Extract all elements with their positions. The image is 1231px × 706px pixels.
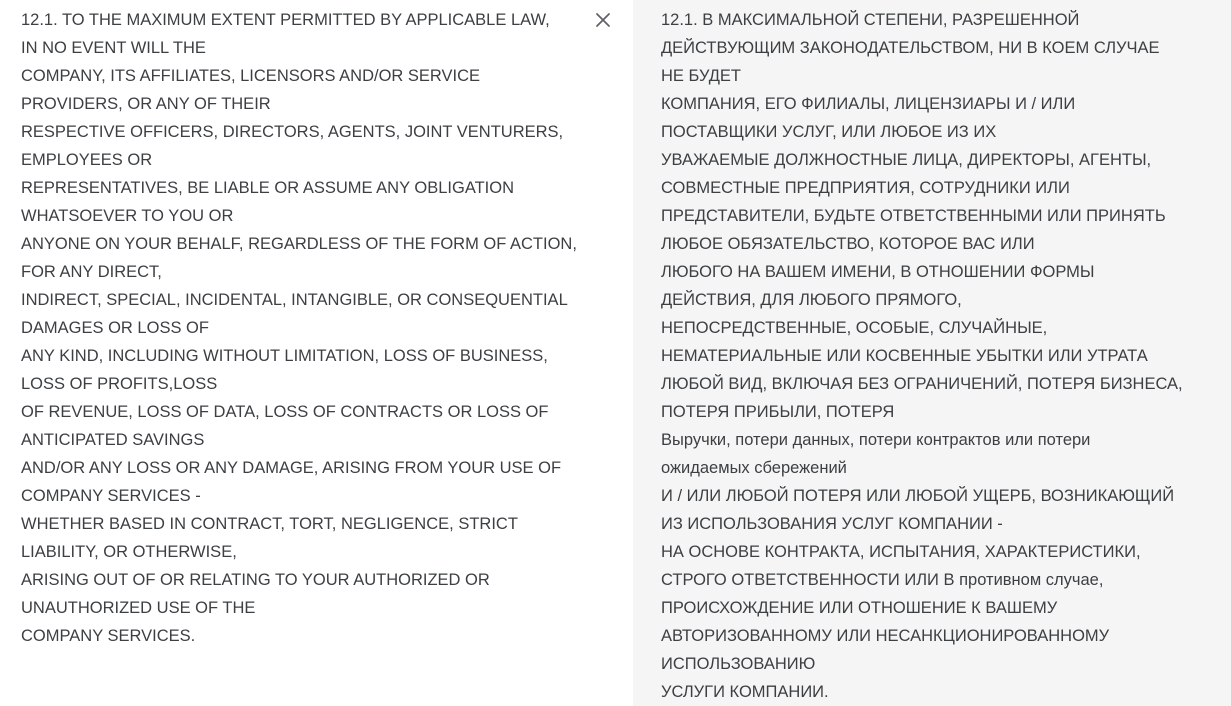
source-line: 12.1. TO THE MAXIMUM EXTENT PERMITTED BY APPLICABLE LAW, — [21, 11, 550, 29]
source-line: UNAUTHORIZED USE OF THE — [21, 599, 256, 617]
translation-line: НА ОСНОВЕ КОНТРАКТА, ИСПЫТАНИЯ, ХАРАКТЕРИСТИКИ, — [661, 543, 1141, 561]
source-line: ANTICIPATED SAVINGS — [21, 431, 205, 449]
source-line: COMPANY SERVICES - — [21, 487, 201, 505]
translation-line: ПОТЕРЯ ПРИБЫЛИ, ПОТЕРЯ — [661, 403, 895, 421]
translation-line: ЛЮБОГО НА ВАШЕМ ИМЕНИ, В ОТНОШЕНИИ ФОРМЫ — [661, 263, 1095, 281]
translation-line: ПОСТАВЩИКИ УСЛУГ, ИЛИ ЛЮБОЕ ИЗ ИХ — [661, 123, 997, 141]
translation-line: УСЛУГИ КОМПАНИИ. — [661, 683, 829, 701]
source-line: EMPLOYEES OR — [21, 151, 153, 169]
translation-line: АВТОРИЗОВАННОМУ ИЛИ НЕСАНКЦИОНИРОВАННОМУ — [661, 627, 1110, 645]
translation-line: НЕПОСРЕДСТВЕННЫЕ, ОСОБЫЕ, СЛУЧАЙНЫЕ, — [661, 319, 1048, 337]
source-line: ARISING OUT OF OR RELATING TO YOUR AUTHORIZED OR — [21, 571, 490, 589]
source-line: ANY KIND, INCLUDING WITHOUT LIMITATION, LOSS OF BUSINESS, — [21, 347, 548, 365]
source-line: LIABILITY, OR OTHERWISE, — [21, 543, 237, 561]
source-line: COMPANY SERVICES. — [21, 627, 196, 645]
source-line: WHETHER BASED IN CONTRACT, TORT, NEGLIGENCE, STRICT — [21, 515, 518, 533]
source-line: PROVIDERS, OR ANY OF THEIR — [21, 95, 271, 113]
translation-line: ПРОИСХОЖДЕНИЕ ИЛИ ОТНОШЕНИЕ К ВАШЕМУ — [661, 599, 1058, 617]
translation-line: 12.1. В МАКСИМАЛЬНОЙ СТЕПЕНИ, РАЗРЕШЕННОЙ — [661, 11, 1080, 29]
source-line: FOR ANY DIRECT, — [21, 263, 162, 281]
source-line: REPRESENTATIVES, BE LIABLE OR ASSUME ANY OBLIGATION — [21, 179, 515, 197]
translation-line: И / ИЛИ ЛЮБОЙ ПОТЕРЯ ИЛИ ЛЮБОЙ УЩЕРБ, ВОЗНИКАЮЩИЙ — [661, 487, 1175, 505]
translation-pane — [633, 0, 1231, 706]
source-line: LOSS OF PROFITS,LOSS — [21, 375, 218, 393]
translation-line: НЕМАТЕРИАЛЬНЫЕ ИЛИ КОСВЕННЫЕ УБЫТКИ ИЛИ УТРАТА — [661, 347, 1148, 365]
translation-line: ИЗ ИСПОЛЬЗОВАНИЯ УСЛУГ КОМПАНИИ - — [661, 515, 1003, 533]
translation-line: СОВМЕСТНЫЕ ПРЕДПРИЯТИЯ, СОТРУДНИКИ ИЛИ — [661, 179, 1070, 197]
source-line: COMPANY, ITS AFFILIATES, LICENSORS AND/OR SERVICE — [21, 67, 481, 85]
close-icon — [595, 12, 611, 28]
translation-line: КОМПАНИЯ, ЕГО ФИЛИАЛЫ, ЛИЦЕНЗИАРЫ И / ИЛИ — [661, 95, 1076, 113]
source-text[interactable] — [21, 6, 633, 650]
translation-line: ЛЮБОЙ ВИД, ВКЛЮЧАЯ БЕЗ ОГРАНИЧЕНИЙ, ПОТЕРЯ БИЗНЕСА, — [661, 375, 1183, 393]
translation-line: ЛЮБОЕ ОБЯЗАТЕЛЬСТВО, КОТОРОЕ ВАС ИЛИ — [661, 235, 1035, 253]
translation-line: ПРЕДСТАВИТЕЛИ, БУДЬТЕ ОТВЕТСТВЕННЫМИ ИЛИ ПРИНЯТЬ — [661, 207, 1166, 225]
source-line: WHATSOEVER TO YOU OR — [21, 207, 234, 225]
translation-line: ожидаемых сбережений — [661, 459, 847, 477]
source-line: INDIRECT, SPECIAL, INCIDENTAL, INTANGIBLE, OR CONSEQUENTIAL — [21, 291, 568, 309]
source-line: DAMAGES OR LOSS OF — [21, 319, 209, 337]
source-line: RESPECTIVE OFFICERS, DIRECTORS, AGENTS, JOINT VENTURERS, — [21, 123, 564, 141]
translation-line: ИСПОЛЬЗОВАНИЮ — [661, 655, 816, 673]
translation-line: Выручки, потери данных, потери контрактов или потери — [661, 431, 1091, 449]
source-line: OF REVENUE, LOSS OF DATA, LOSS OF CONTRACTS OR LOSS OF — [21, 403, 549, 421]
translation-line: НЕ БУДЕТ — [661, 67, 741, 85]
translation-line: ДЕЙСТВУЮЩИМ ЗАКОНОДАТЕЛЬСТВОМ, НИ В КОЕМ СЛУЧАЕ — [661, 39, 1160, 57]
source-line: AND/OR ANY LOSS OR ANY DAMAGE, ARISING FROM YOUR USE OF — [21, 459, 562, 477]
translation-line: СТРОГО ОТВЕТСТВЕННОСТИ ИЛИ В противном случае, — [661, 571, 1104, 589]
translation-line: ДЕЙСТВИЯ, ДЛЯ ЛЮБОГО ПРЯМОГО, — [661, 291, 962, 309]
source-line: IN NO EVENT WILL THE — [21, 39, 206, 57]
source-line: ANYONE ON YOUR BEHALF, REGARDLESS OF THE FORM OF ACTION, — [21, 235, 577, 253]
translation-line: УВАЖАЕМЫЕ ДОЛЖНОСТНЫЕ ЛИЦА, ДИРЕКТОРЫ, АГЕНТЫ, — [661, 151, 1152, 169]
translation-text — [661, 6, 1231, 706]
clear-source-button[interactable] — [589, 6, 617, 34]
